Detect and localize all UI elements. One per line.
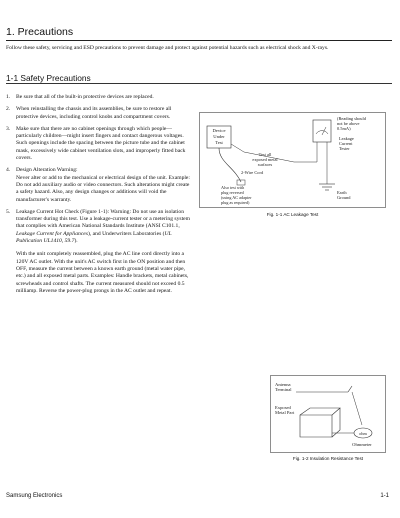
device-label: Under <box>213 134 225 139</box>
list-item <box>6 126 191 162</box>
figure-2-caption: Fig. 1-2 Insulation Resistance Test <box>292 456 364 461</box>
metal-part-shape <box>332 408 340 437</box>
test-label: Test all <box>258 152 272 157</box>
reading-label: (Reading should <box>337 116 366 121</box>
procedure-paragraph: With the unit completely reassembled, plug the AC line cord directly into a 120V AC outlet. With the unit's AC switch first in the ON position and then OFF, measure the current between a known earth ground (metal water pipe, etc.) and all exposed metal parts. Examples: Handle brackets, metal cabinets, screwheads and control shafts. The current measured should not exceed 0.5 milliamp. Reverse the power-plug prongs in the AC outlet and repeat. <box>16 251 189 294</box>
text-run: ), and Underwriters Laboratories ( <box>87 230 165 237</box>
ac-leakage-test-figure <box>199 112 386 208</box>
item-number: 5. <box>6 208 11 215</box>
probe-lead <box>231 144 244 152</box>
device-label: Test <box>215 140 223 145</box>
figure-1-caption: Fig. 1-1 AC Leakage Test <box>266 212 319 217</box>
antenna-label: Antenna <box>275 382 291 387</box>
metal-part-shape <box>300 415 332 437</box>
meter-lead <box>352 392 362 425</box>
title-rule <box>6 40 392 41</box>
intro-paragraph: Follow these safety, servicing and ESD precautions to prevent damage and protect against potential hazards such as electrical shock and X-rays. <box>6 45 329 51</box>
power-cord <box>219 148 241 182</box>
list-item <box>6 94 191 101</box>
antenna-label: Terminal <box>275 387 292 392</box>
ohmmeter-label: Ohmmeter <box>352 442 372 447</box>
precautions-list <box>6 94 191 300</box>
item-text: Design Alteration Warning: Never alter or add to the mechanical or electrical design of the unit. Example: Do not add auxiliary audio or video connectors. Such alterations might create a safety hazard. Also, any design changes or additions will void the manufacturer's warranty. <box>16 167 190 203</box>
cord-label: 2-Wire Cord <box>241 170 264 175</box>
exposed-label: Metal Part <box>275 410 295 415</box>
also-label: (using AC adapter <box>221 195 252 200</box>
item-text: Make sure that there are no cabinet openings through which people—particularly children—might insert fingers and contact dangerous voltages. Such openings include the spacing between the picture tube and the cabinet mask, excessively wide cabinet ventilation slots, and improperly fitted back covers. <box>16 125 186 162</box>
device-label: Device <box>212 128 226 133</box>
ohm-label: ohm <box>359 431 367 436</box>
tester-label: Leakage <box>339 136 354 141</box>
leakage-paragraph <box>16 209 191 245</box>
section-title: 1-1 Safety Precautions <box>6 73 91 83</box>
list-item <box>6 106 191 121</box>
insulation-resistance-figure <box>270 375 386 453</box>
tester-label: Current <box>339 141 353 146</box>
earth-label: Earth <box>337 190 347 195</box>
item-text <box>16 209 191 295</box>
item-number: 3. <box>6 125 11 132</box>
list-item <box>6 167 191 203</box>
meter-dial <box>316 131 328 134</box>
item-text: Be sure that all of the built-in protective devices are replaced. <box>16 94 154 100</box>
test-label: surfaces <box>257 162 273 167</box>
item-number: 2. <box>6 106 11 113</box>
footer-page-number: 1-1 <box>380 493 389 499</box>
meter-box <box>313 120 331 142</box>
antenna-terminal <box>348 386 352 392</box>
reading-label: 0.5mA) <box>337 126 351 131</box>
tester-label: Tester <box>339 146 350 151</box>
also-label: Also test with <box>221 185 245 190</box>
also-label: plug reversed <box>221 190 244 195</box>
footer-company: Samsung Electronics <box>6 493 63 499</box>
exposed-label: Exposed <box>275 405 291 410</box>
earth-label: Ground <box>337 195 351 200</box>
item-number: 4. <box>6 167 11 174</box>
metal-part-shape <box>300 408 340 415</box>
list-item <box>6 209 191 295</box>
reading-label: not be above <box>337 121 360 126</box>
italic-run: Leakage Current for Appliances <box>16 230 88 237</box>
also-label: plug as required) <box>221 200 250 205</box>
page-title: 1. Precautions <box>6 26 74 38</box>
section-rule <box>6 83 392 84</box>
italic-run: UL Publication UL1410, 59.7 <box>16 230 172 245</box>
meter-needle <box>322 127 326 135</box>
text-run: Leakage Current Hot Check (Figure 1-1): Warning: Do not use an isolation transformer during this test. Use a leakage-current tester or a metering system that complies with American National Standards Institute (ANSI C101.1, <box>16 208 190 230</box>
item-text: When reinstalling the chassis and its assemblies, be sure to restore all protective devices, including control knobs and compartment covers. <box>16 106 172 120</box>
test-label: exposed metal <box>252 157 278 162</box>
item-number: 1. <box>6 94 11 100</box>
text-run: ). <box>74 238 78 245</box>
